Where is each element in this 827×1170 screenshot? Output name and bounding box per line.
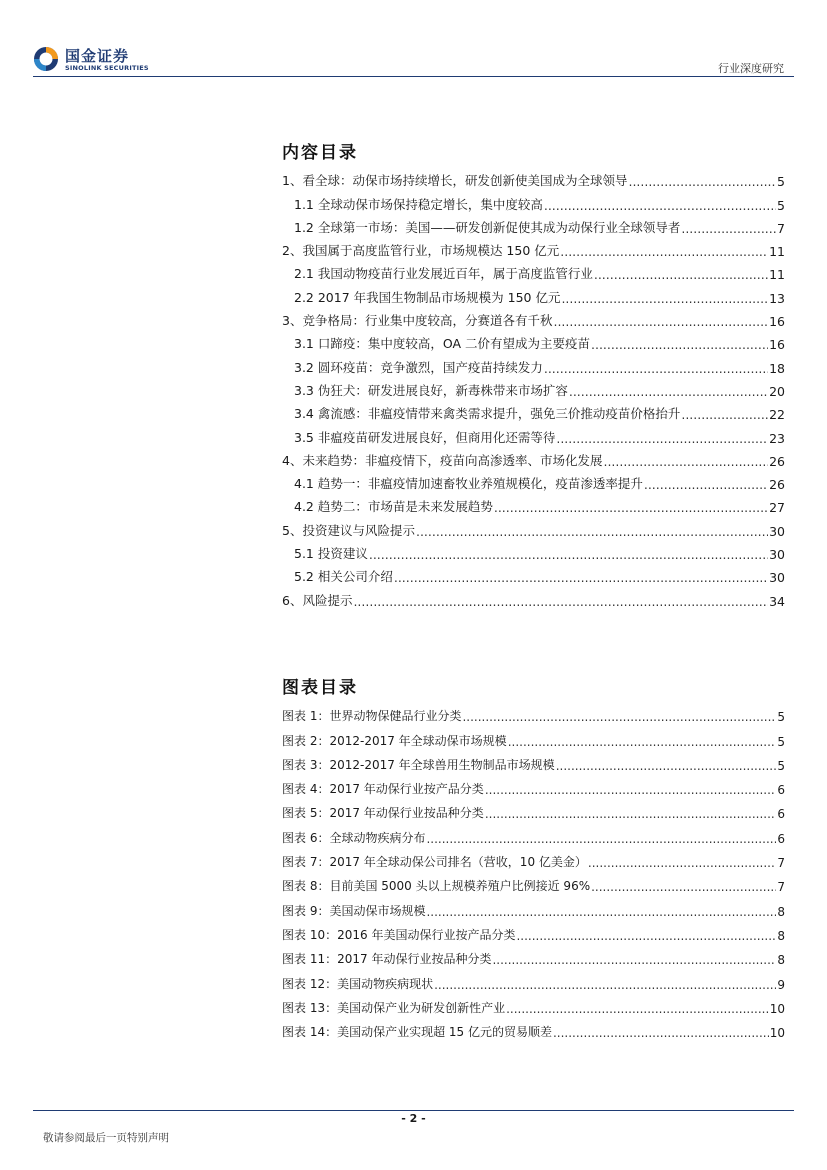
toc-item-page: 26: [769, 477, 785, 493]
leader-dots: [426, 905, 776, 919]
leader-dots: [434, 978, 776, 992]
leader-dots: [553, 1026, 769, 1040]
toc-item-title: 3、竞争格局：行业集中度较高，分赛道各有千秋: [282, 313, 553, 329]
figure-item-title: 图表 4：2017 年动保行业按产品分类: [282, 782, 484, 797]
toc-item[interactable]: [282, 492, 785, 515]
figure-item[interactable]: [282, 797, 785, 821]
toc-item-page: 16: [769, 337, 785, 353]
toc-item[interactable]: [282, 213, 785, 236]
header-divider: [33, 76, 794, 77]
leader-dots: [492, 953, 776, 967]
toc-item-page: 20: [769, 383, 785, 399]
figure-item-page: 6: [777, 807, 785, 822]
toc-item[interactable]: [282, 306, 785, 329]
contents-list: [282, 166, 785, 609]
toc-item-title: 2.2 2017 年我国生物制品市场规模为 150 亿元: [294, 289, 561, 305]
figure-item-page: 10: [769, 1001, 785, 1016]
figure-item[interactable]: [282, 894, 785, 918]
toc-item-page: 11: [769, 267, 785, 283]
figure-item-title: 图表 7：2017 年全球动保公司排名（营收，10 亿美金）: [282, 855, 587, 870]
logo-chinese-name: 国金证券: [65, 47, 130, 65]
toc-item-page: 27: [769, 500, 785, 516]
toc-item[interactable]: [282, 515, 785, 538]
leader-dots: [603, 454, 768, 469]
leader-dots: [644, 477, 768, 492]
toc-item-title: 5.1 投资建议: [294, 546, 368, 562]
figure-item-page: 7: [777, 880, 785, 895]
figure-item[interactable]: [282, 773, 785, 797]
leader-dots: [494, 500, 768, 515]
figure-item[interactable]: [282, 846, 785, 870]
figure-item-page: 5: [777, 710, 785, 725]
figure-item[interactable]: [282, 749, 785, 773]
figure-item-title: 图表 3：2012-2017 年全球兽用生物制品市场规模: [282, 757, 555, 772]
toc-item-title: 1、看全球：动保市场持续增长，研发创新使美国成为全球领导: [282, 173, 628, 189]
leader-dots: [506, 1002, 769, 1016]
figure-item[interactable]: [282, 967, 785, 991]
leader-dots: [426, 832, 776, 846]
toc-item[interactable]: [282, 376, 785, 399]
figure-item-page: 6: [777, 831, 785, 846]
toc-item-page: 26: [769, 453, 785, 469]
figure-item[interactable]: [282, 943, 785, 967]
leader-dots: [681, 407, 768, 422]
figure-item-title: 图表 10：2016 年美国动保行业按产品分类: [282, 927, 516, 942]
toc-item[interactable]: [282, 585, 785, 608]
toc-item-title: 3.5 非瘟疫苗研发进展良好，但商用化还需等待: [294, 429, 556, 445]
leader-dots: [462, 710, 776, 724]
leader-dots: [508, 735, 777, 749]
figure-item-title: 图表 6：全球动物疾病分布: [282, 830, 426, 845]
leader-dots: [416, 524, 768, 539]
company-logo: [33, 44, 173, 78]
toc-item-page: 11: [769, 244, 785, 260]
leader-dots: [591, 880, 776, 894]
leader-dots: [394, 570, 768, 585]
leader-dots: [569, 384, 768, 399]
figure-item-page: 5: [777, 734, 785, 749]
figure-item-page: 10: [769, 1026, 785, 1041]
leader-dots: [544, 361, 768, 376]
leader-dots: [681, 221, 776, 236]
figure-item[interactable]: [282, 870, 785, 894]
logo-mark-icon: [33, 46, 59, 72]
toc-item[interactable]: [282, 539, 785, 562]
toc-item-title: 3.3 伪狂犬：研发进展良好，新毒株带来市场扩容: [294, 382, 568, 398]
page-number: - 2 -: [401, 1112, 426, 1125]
leader-dots: [485, 807, 777, 821]
leader-dots: [485, 783, 777, 797]
toc-item[interactable]: [282, 236, 785, 259]
figure-item-title: 图表 5：2017 年动保行业按品种分类: [282, 806, 484, 821]
toc-item-page: 5: [777, 174, 785, 190]
toc-item-page: 30: [769, 547, 785, 563]
toc-item[interactable]: [282, 469, 785, 492]
toc-item-title: 5、投资建议与风险提示: [282, 522, 415, 538]
toc-item-title: 4、未来趋势：非瘟疫情下，疫苗向高渗透率、市场化发展: [282, 452, 603, 468]
toc-item-title: 5.2 相关公司介绍: [294, 569, 393, 585]
toc-item[interactable]: [282, 259, 785, 282]
leader-dots: [628, 174, 776, 189]
toc-item-page: 16: [769, 314, 785, 330]
figure-item-page: 5: [777, 758, 785, 773]
figure-item[interactable]: [282, 992, 785, 1016]
figure-item[interactable]: [282, 821, 785, 845]
toc-item[interactable]: [282, 562, 785, 585]
leader-dots: [516, 929, 776, 943]
figure-item-title: 图表 1：世界动物保健品行业分类: [282, 709, 462, 724]
figure-item[interactable]: [282, 724, 785, 748]
toc-item-page: 18: [769, 360, 785, 376]
toc-item-page: 22: [769, 407, 785, 423]
toc-item-title: 3.4 禽流感：非瘟疫情带来禽类需求提升，强免三价推动疫苗价格抬升: [294, 406, 681, 422]
toc-item[interactable]: [282, 166, 785, 189]
leader-dots: [369, 547, 768, 562]
leader-dots: [544, 198, 776, 213]
figure-item-page: 8: [777, 904, 785, 919]
toc-item-page: 7: [777, 220, 785, 236]
figure-item[interactable]: [282, 919, 785, 943]
figure-item-title: 图表 14：美国动保产业实现超 15 亿元的贸易顺差: [282, 1025, 552, 1040]
figure-item-title: 图表 9：美国动保市场规模: [282, 903, 426, 918]
figure-item-title: 图表 12：美国动物疾病现状: [282, 976, 434, 991]
disclaimer-text: 敬请参阅最后一页特别声明: [43, 1132, 169, 1144]
figure-item[interactable]: [282, 1016, 785, 1040]
toc-item[interactable]: [282, 399, 785, 422]
toc-item[interactable]: [282, 446, 785, 469]
toc-item[interactable]: [282, 282, 785, 305]
toc-item[interactable]: [282, 189, 785, 212]
toc-item-page: 13: [769, 290, 785, 306]
toc-item-page: 34: [769, 593, 785, 609]
leader-dots: [591, 337, 768, 352]
figure-item-page: 8: [777, 953, 785, 968]
toc-item[interactable]: [282, 352, 785, 375]
toc-item-title: 3.1 口蹄疫：集中度较高，OA 二价有望成为主要疫苗: [294, 336, 590, 352]
leader-dots: [556, 759, 777, 773]
figure-item-page: 9: [777, 977, 785, 992]
contents-title: 内容目录: [282, 143, 358, 163]
toc-item-page: 23: [769, 430, 785, 446]
toc-item-title: 1.1 全球动保市场保持稳定增长，集中度较高: [294, 196, 543, 212]
logo-english-name: SINOLINK SECURITIES: [65, 64, 149, 72]
report-type-label: 行业深度研究: [718, 62, 784, 75]
toc-item-title: 2、我国属于高度监管行业，市场规模达 150 亿元: [282, 243, 560, 259]
figure-item-title: 图表 11：2017 年动保行业按品种分类: [282, 952, 492, 967]
figures-list: [282, 700, 785, 1040]
toc-item-title: 2.1 我国动物疫苗行业发展近百年，属于高度监管行业: [294, 266, 593, 282]
leader-dots: [556, 431, 768, 446]
figures-title: 图表目录: [282, 678, 358, 698]
toc-item-title: 4.1 趋势一：非瘟疫情加速畜牧业养殖规模化，疫苗渗透率提升: [294, 476, 643, 492]
toc-item-page: 30: [769, 523, 785, 539]
toc-item[interactable]: [282, 329, 785, 352]
leader-dots: [588, 856, 776, 870]
leader-dots: [560, 244, 768, 259]
toc-item-page: 30: [769, 570, 785, 586]
leader-dots: [561, 291, 768, 306]
toc-item-title: 1.2 全球第一市场：美国——研发创新促使其成为动保行业全球领导者: [294, 219, 681, 235]
toc-item-page: 5: [777, 197, 785, 213]
toc-item-title: 4.2 趋势二：市场苗是未来发展趋势: [294, 499, 493, 515]
figure-item[interactable]: [282, 700, 785, 724]
figure-item-title: 图表 2：2012-2017 年全球动保市场规模: [282, 733, 507, 748]
leader-dots: [594, 267, 768, 282]
figure-item-title: 图表 13：美国动保产业为研发创新性产业: [282, 1000, 506, 1015]
page-header: [0, 0, 827, 80]
leader-dots: [353, 594, 768, 609]
toc-item-title: 3.2 圆环疫苗：竞争激烈，国产疫苗持续发力: [294, 359, 543, 375]
leader-dots: [553, 314, 768, 329]
figure-item-page: 6: [777, 783, 785, 798]
figure-item-page: 7: [777, 856, 785, 871]
figure-item-title: 图表 8：目前美国 5000 头以上规模养殖户比例接近 96%: [282, 879, 591, 894]
figure-item-page: 8: [777, 928, 785, 943]
footer-divider: [33, 1110, 794, 1111]
toc-item-title: 6、风险提示: [282, 592, 353, 608]
toc-item[interactable]: [282, 422, 785, 445]
